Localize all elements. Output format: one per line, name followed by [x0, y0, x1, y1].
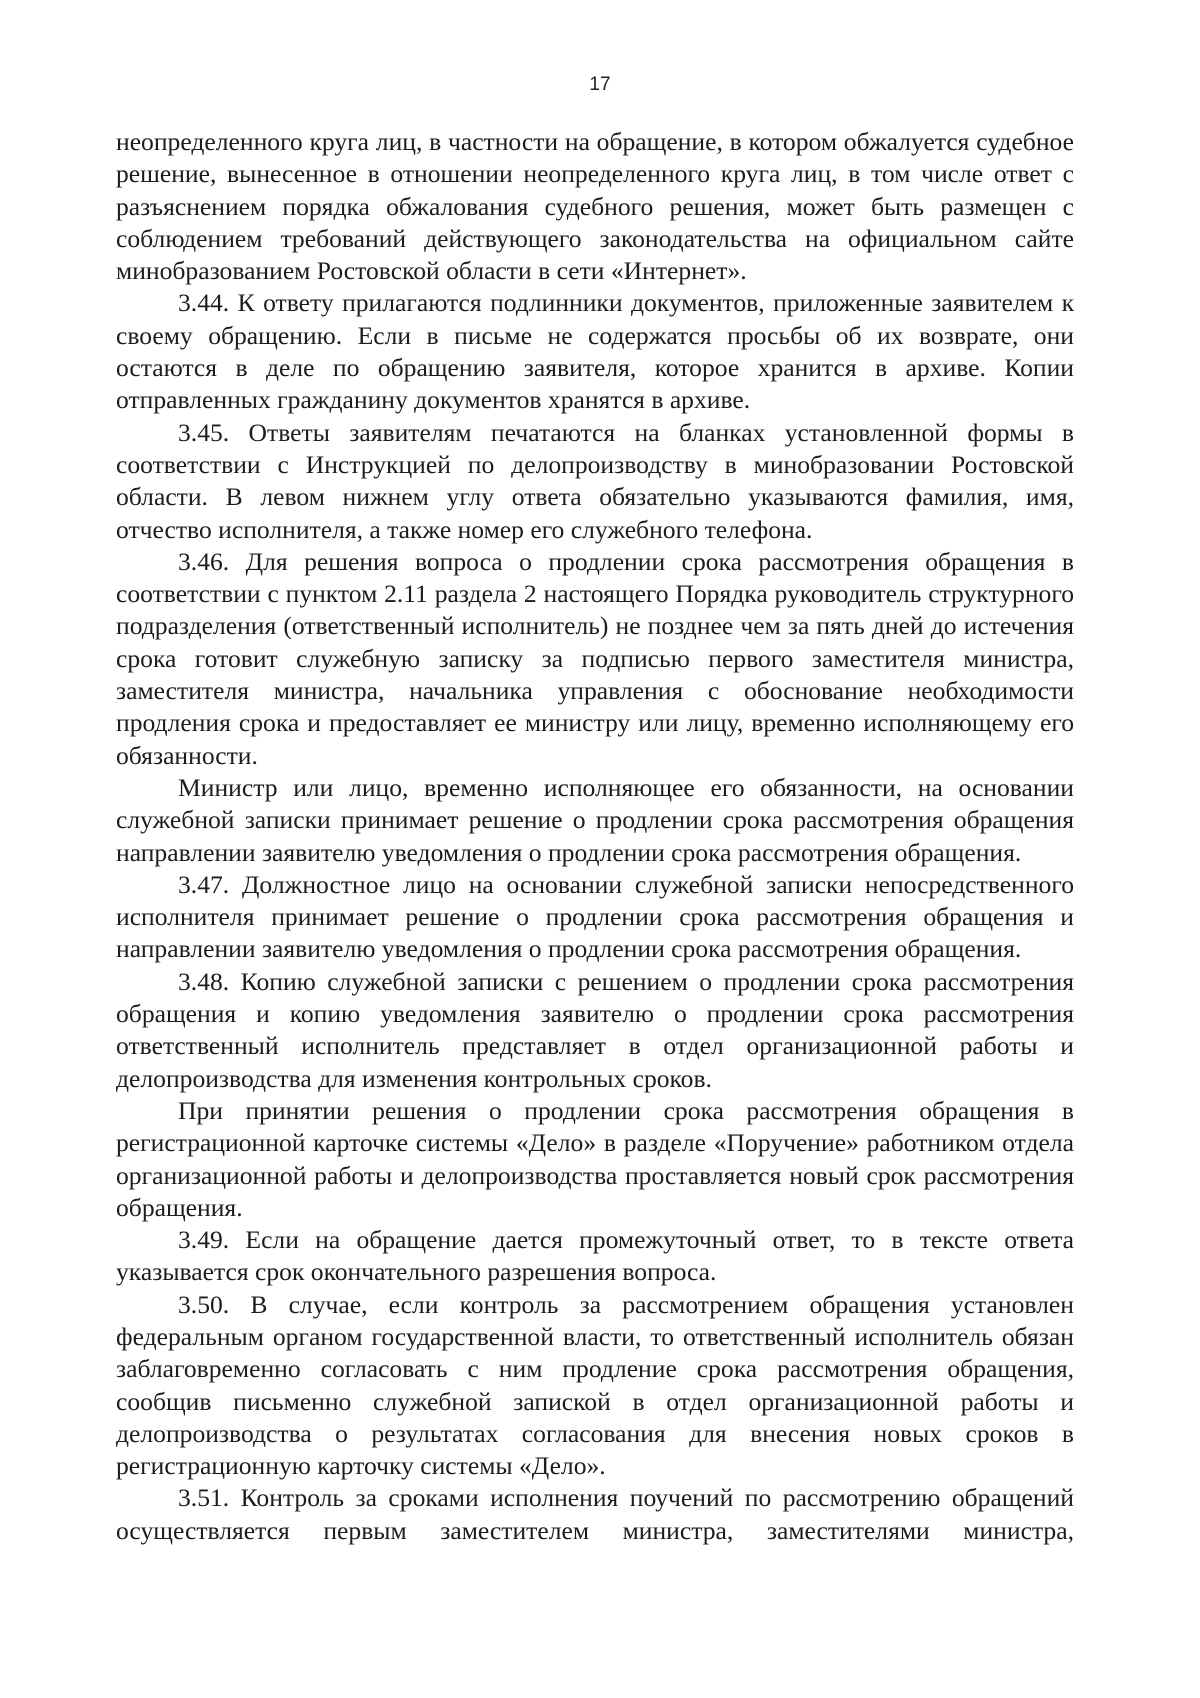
paragraph-3-44: 3.44. К ответу прилагаются подлинники документов, приложенные заявителем к своему обращению. Если в письме не содержатся просьбы об их возврате, они остаются в деле по обращению заявителя, которое хранится в архиве. Копии отправленных гражданину документов хранятся в архиве. — [116, 288, 1074, 415]
paragraph-3-51: 3.51. Контроль за сроками исполнения поучений по рассмотрению обращений осуществляется первым заместителем министра, заместителями министра, — [116, 1483, 1074, 1545]
paragraph-3-45: 3.45. Ответы заявителям печатаются на бланках установленной формы в соответствии с Инструкцией по делопроизводству в минобразовании Ростовской области. В левом нижнем углу ответа обязательно указываются фамилия, имя, отчество исполнителя, а также номер его служебного телефона. — [116, 417, 1074, 544]
document-body — [116, 126, 1074, 1547]
paragraph-3-49: 3.49. Если на обращение дается промежуточный ответ, то в тексте ответа указывается срок окончательного разрешения вопроса. — [116, 1225, 1074, 1287]
paragraph-continuation: неопределенного круга лиц, в частности на обращение, в котором обжалуется судебное решение, вынесенное в отношении неопределенного круга лиц, в том числе ответ с разъяснением порядка обжалования судебного решения, может быть размещен с соблюдением требований действующего законодательства на официальном сайте минобразованием Ростовской области в сети «Интернет». — [116, 127, 1074, 286]
paragraph-3-48: 3.48. Копию служебной записки с решением о продлении срока рассмотрения обращения и копию уведомления заявителю о продлении срока рассмотрения ответственный исполнитель представляет в отдел организационной работы и делопроизводства для изменения контрольных сроков. — [116, 966, 1074, 1093]
page-number: 17 — [589, 74, 611, 95]
paragraph-minister-decision: Министр или лицо, временно исполняющее его обязанности, на основании служебной записки принимает решение о продлении срока рассмотрения обращения направлении заявителю уведомления о продлении срока рассмотрения обращения. — [116, 772, 1074, 867]
paragraph-delo-registration: При принятии решения о продлении срока рассмотрения обращения в регистрационной карточке системы «Дело» в разделе «Поручение» работником отдела организационной работы и делопроизводства проставляется новый срок рассмотрения обращения. — [116, 1095, 1074, 1222]
paragraph-3-46: 3.46. Для решения вопроса о продлении срока рассмотрения обращения в соответствии с пунктом 2.11 раздела 2 настоящего Порядка руководитель структурного подразделения (ответственный исполнитель) не позднее чем за пять дней до истечения срока готовит служебную записку за подписью первого заместителя министра, заместителя министра, начальника управления с обоснование необходимости продления срока и предоставляет ее министру или лицу, временно исполняющему его обязанности. — [116, 546, 1074, 770]
paragraph-3-50: 3.50. В случае, если контроль за рассмотрением обращения установлен федеральным органом государственной власти, то ответственный исполнитель обязан заблаговременно согласовать с ним продление срока рассмотрения обращения, сообщив письменно служебной запиской в отдел организационной работы и делопроизводства о результатах согласования для внесения новых сроков в регистрационную карточку системы «Дело». — [116, 1289, 1074, 1481]
paragraph-3-47: 3.47. Должностное лицо на основании служебной записки непосредственного исполнителя принимает решение о продлении срока рассмотрения обращения и направлении заявителю уведомления о продлении срока рассмотрения обращения. — [116, 869, 1074, 964]
